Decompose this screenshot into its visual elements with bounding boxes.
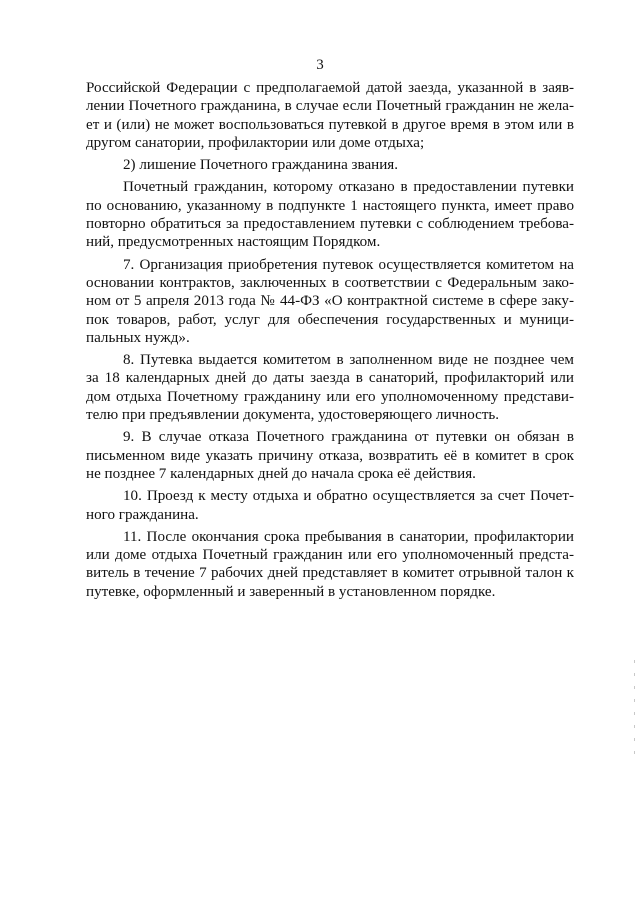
text-line: ном от 5 апреля 2013 года № 44-ФЗ «О контрактной системе в сфере заку- xyxy=(86,293,574,310)
text-line: Российской Федерации с предполагаемой датой заезда, указанной в заяв- xyxy=(86,80,574,96)
document-body xyxy=(86,79,574,605)
scan-mark xyxy=(634,699,635,702)
scan-mark xyxy=(634,738,635,741)
paragraph-subitem-2 xyxy=(86,156,574,174)
text-line: 8. Путевка выдается комитетом в заполненном виде не позднее чем xyxy=(123,352,574,369)
text-line: письменном виде указать причину отказа, возвратить её в комитет в срок xyxy=(86,447,574,464)
text-line: пальных нужд». xyxy=(86,329,190,346)
paragraph-item-10 xyxy=(86,487,574,524)
text-line: 2) лишение Почетного гражданина звания. xyxy=(123,157,399,174)
scan-mark xyxy=(634,751,635,754)
text-line: дом отдыха Почетному гражданину или его уполномоченному представи- xyxy=(86,388,574,405)
text-line: 9. В случае отказа Почетного гражданина от путевки он обязан в xyxy=(123,429,574,446)
text-line: ного гражданина. xyxy=(86,506,199,523)
scan-mark xyxy=(634,725,635,728)
text-line: не позднее 7 календарных дней до начала срока её действия. xyxy=(86,465,476,482)
text-line: основании контрактов, заключенных в соответствии с Федеральным зако- xyxy=(86,274,574,291)
paragraph-item-8 xyxy=(86,351,574,424)
text-line: по основанию, указанному в подпункте 1 настоящего пункта, имеет право xyxy=(86,197,574,214)
scan-mark xyxy=(634,686,635,689)
scan-mark xyxy=(634,660,635,663)
text-line: 7. Организация приобретения путевок осуществляется комитетом на xyxy=(123,256,574,273)
scan-margin-marks xyxy=(634,660,636,800)
text-line: витель в течение 7 рабочих дней представляет в комитет отрывной талон к xyxy=(86,565,574,582)
paragraph-item-7 xyxy=(86,256,574,347)
text-line: за 18 календарных дней до даты заезда в санаторий, профилакторий или xyxy=(86,370,574,387)
page-number: 3 xyxy=(316,57,324,73)
text-line: ет и (или) не может воспользоваться путевкой в другое время в этом или в xyxy=(86,116,574,133)
text-line: пок товаров, работ, услуг для обеспечения государственных и муници- xyxy=(86,311,574,328)
text-line: путевке, оформленный и заверенный в установленном порядке. xyxy=(86,583,496,600)
text-line: ний, предусмотренных настоящим Порядком. xyxy=(86,234,381,251)
paragraph-item-9 xyxy=(86,428,574,483)
text-line: Почетный гражданин, которому отказано в предоставлении путевки xyxy=(123,179,574,196)
text-line: повторно обратиться за предоставлением путевки с соблюдением требова- xyxy=(86,216,574,233)
paragraph-continuation xyxy=(86,79,574,152)
scan-mark xyxy=(634,712,635,715)
text-line: 10. Проезд к месту отдыха и обратно осуществляется за счет Почет- xyxy=(123,488,574,505)
paragraph-refusal-note xyxy=(86,178,574,251)
scan-mark xyxy=(634,673,635,676)
text-line: другом санатории, профилактории или доме отдыха; xyxy=(86,134,425,151)
text-line: 11. После окончания срока пребывания в санатории, профилактории xyxy=(123,528,574,545)
text-line: телю при предъявлении документа, удостоверяющего личность. xyxy=(86,407,500,424)
text-line: лении Почетного гражданина, в случае если Почетный гражданин не жела- xyxy=(86,98,574,115)
text-line: или доме отдыха Почетный гражданин или его уполномоченный предста- xyxy=(86,547,574,564)
paragraph-item-11 xyxy=(86,528,574,601)
